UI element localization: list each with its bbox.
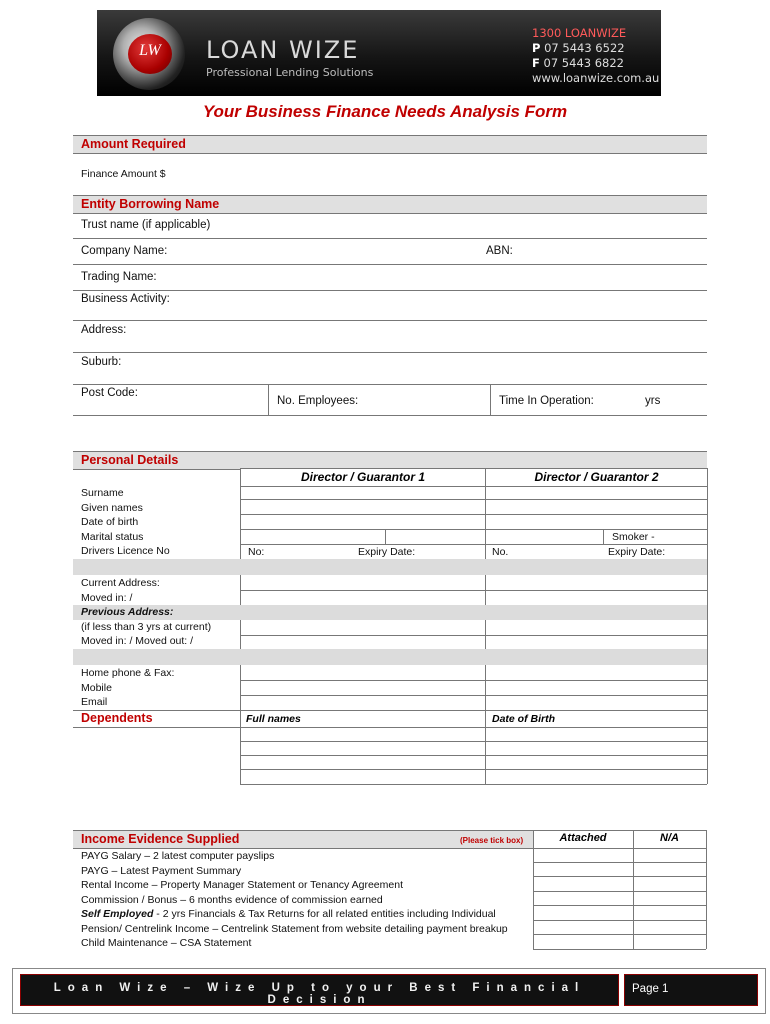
abn-label: ABN:	[486, 245, 513, 257]
divider	[73, 384, 707, 385]
moved-in-out-label: Moved in: / Moved out: /	[81, 635, 194, 647]
footer-slogan: Loan Wize – Wize Up to your Best Financial Decision	[53, 982, 586, 1006]
na-header: N/A	[660, 832, 679, 844]
row-line	[240, 695, 707, 696]
amount-section-heading: Amount Required	[81, 137, 186, 151]
row-line	[240, 755, 707, 756]
phone-line: P 07 5443 6522	[532, 41, 625, 55]
finance-amount-label: Finance Amount $	[81, 168, 166, 180]
income-item: PAYG – Latest Payment Summary	[81, 864, 242, 877]
row-line	[73, 727, 707, 728]
company-name-label: Company Name:	[81, 245, 168, 257]
employees-label: No. Employees:	[277, 395, 359, 407]
column-divider	[240, 468, 241, 784]
separator-bar	[240, 605, 707, 620]
income-item: Child Maintenance – CSA Statement	[81, 937, 252, 949]
expiry-2: Expiry Date:	[608, 546, 666, 558]
address-label: Address:	[81, 324, 127, 336]
row-line	[533, 920, 706, 921]
income-list	[81, 849, 531, 951]
current-address-label: Current Address:	[81, 577, 160, 589]
suburb-label: Suburb:	[81, 356, 122, 368]
divider	[268, 384, 269, 415]
attached-header: Attached	[559, 832, 607, 844]
contact-labels: Home phone & Fax: Mobile Email	[81, 667, 175, 708]
income-item: Rental Income – Property Manager Statement or Tenancy Agreement	[81, 879, 403, 891]
logo-text: LW	[139, 42, 161, 59]
licence-no-2: No.	[492, 546, 509, 558]
if-less-label: (if less than 3 yrs at current)	[81, 621, 212, 633]
director-2-header: Director / Guarantor 2	[534, 470, 659, 484]
row-line	[240, 514, 707, 515]
divider	[73, 320, 707, 321]
dob-header: Date of Birth	[492, 713, 555, 725]
column-divider	[633, 830, 634, 949]
personal-section-heading: Personal Details	[81, 453, 179, 467]
income-item: Commission / Bonus – 6 months evidence of commission earned	[81, 893, 383, 906]
column-divider	[533, 830, 534, 949]
column-divider	[707, 468, 708, 784]
trust-name-label: Trust name (if applicable)	[81, 219, 211, 231]
income-item: Self Employed - 2 yrs Financials & Tax Returns for all related entities including Individual	[81, 908, 496, 920]
income-item: PAYG Salary – 2 latest computer payslips	[81, 850, 275, 862]
post-code-label: Post Code:	[81, 387, 138, 399]
page-number: Page 1	[632, 983, 669, 995]
yrs-label: yrs	[645, 395, 661, 407]
moved-in-label: Moved in: /	[81, 592, 133, 604]
tick-note: (Please tick box)	[460, 836, 524, 845]
divider	[73, 290, 707, 291]
dependents-heading: Dependents	[81, 711, 153, 725]
row-line	[240, 741, 707, 742]
previous-address-label: Previous Address:	[81, 606, 174, 618]
brand-tagline: Professional Lending Solutions	[206, 66, 374, 79]
separator-bar	[73, 649, 707, 665]
row-line	[533, 949, 706, 950]
smoker-label: Smoker -	[612, 531, 655, 543]
fax-line: F 07 5443 6822	[532, 56, 624, 70]
director-1-header: Director / Guarantor 1	[300, 470, 426, 484]
entity-section-heading: Entity Borrowing Name	[81, 197, 220, 211]
row-line	[533, 876, 706, 877]
income-section-heading: Income Evidence Supplied	[81, 832, 240, 846]
form-title: Your Business Finance Needs Analysis Form	[202, 102, 568, 121]
column-divider	[706, 830, 707, 949]
cell-divider	[385, 529, 386, 544]
row-line	[73, 710, 707, 711]
time-in-operation-label: Time In Operation:	[499, 395, 594, 407]
divider	[490, 384, 491, 415]
row-line	[240, 769, 707, 770]
row-line	[240, 499, 707, 500]
cell-divider	[603, 529, 604, 544]
divider	[73, 352, 707, 353]
trading-name-label: Trading Name:	[81, 271, 157, 283]
expiry-1: Expiry Date:	[358, 546, 416, 558]
divider	[73, 238, 707, 239]
phone-main: 1300 LOANWIZE	[532, 26, 627, 40]
business-activity-label: Business Activity:	[81, 293, 170, 305]
full-names-header: Full names	[246, 713, 301, 725]
column-divider	[485, 468, 486, 784]
row-line	[240, 635, 707, 636]
row-line	[240, 680, 707, 681]
row-line	[240, 590, 707, 591]
income-item: Pension/ Centrelink Income – Centrelink Statement from website detailing payment breakup	[81, 922, 508, 935]
licence-no-1: No:	[248, 546, 265, 558]
divider	[73, 264, 707, 265]
website: www.loanwize.com.au	[532, 71, 660, 85]
row-line	[533, 934, 706, 935]
separator-bar	[73, 559, 707, 575]
divider	[73, 415, 707, 416]
row-line	[533, 891, 706, 892]
row-line	[533, 905, 706, 906]
row-line	[240, 784, 707, 785]
personal-labels: Surname Given names Date of birth Marital status Drivers Licence No	[81, 487, 170, 557]
brand-name: LOAN WIZE	[206, 36, 360, 64]
row-line	[533, 862, 706, 863]
